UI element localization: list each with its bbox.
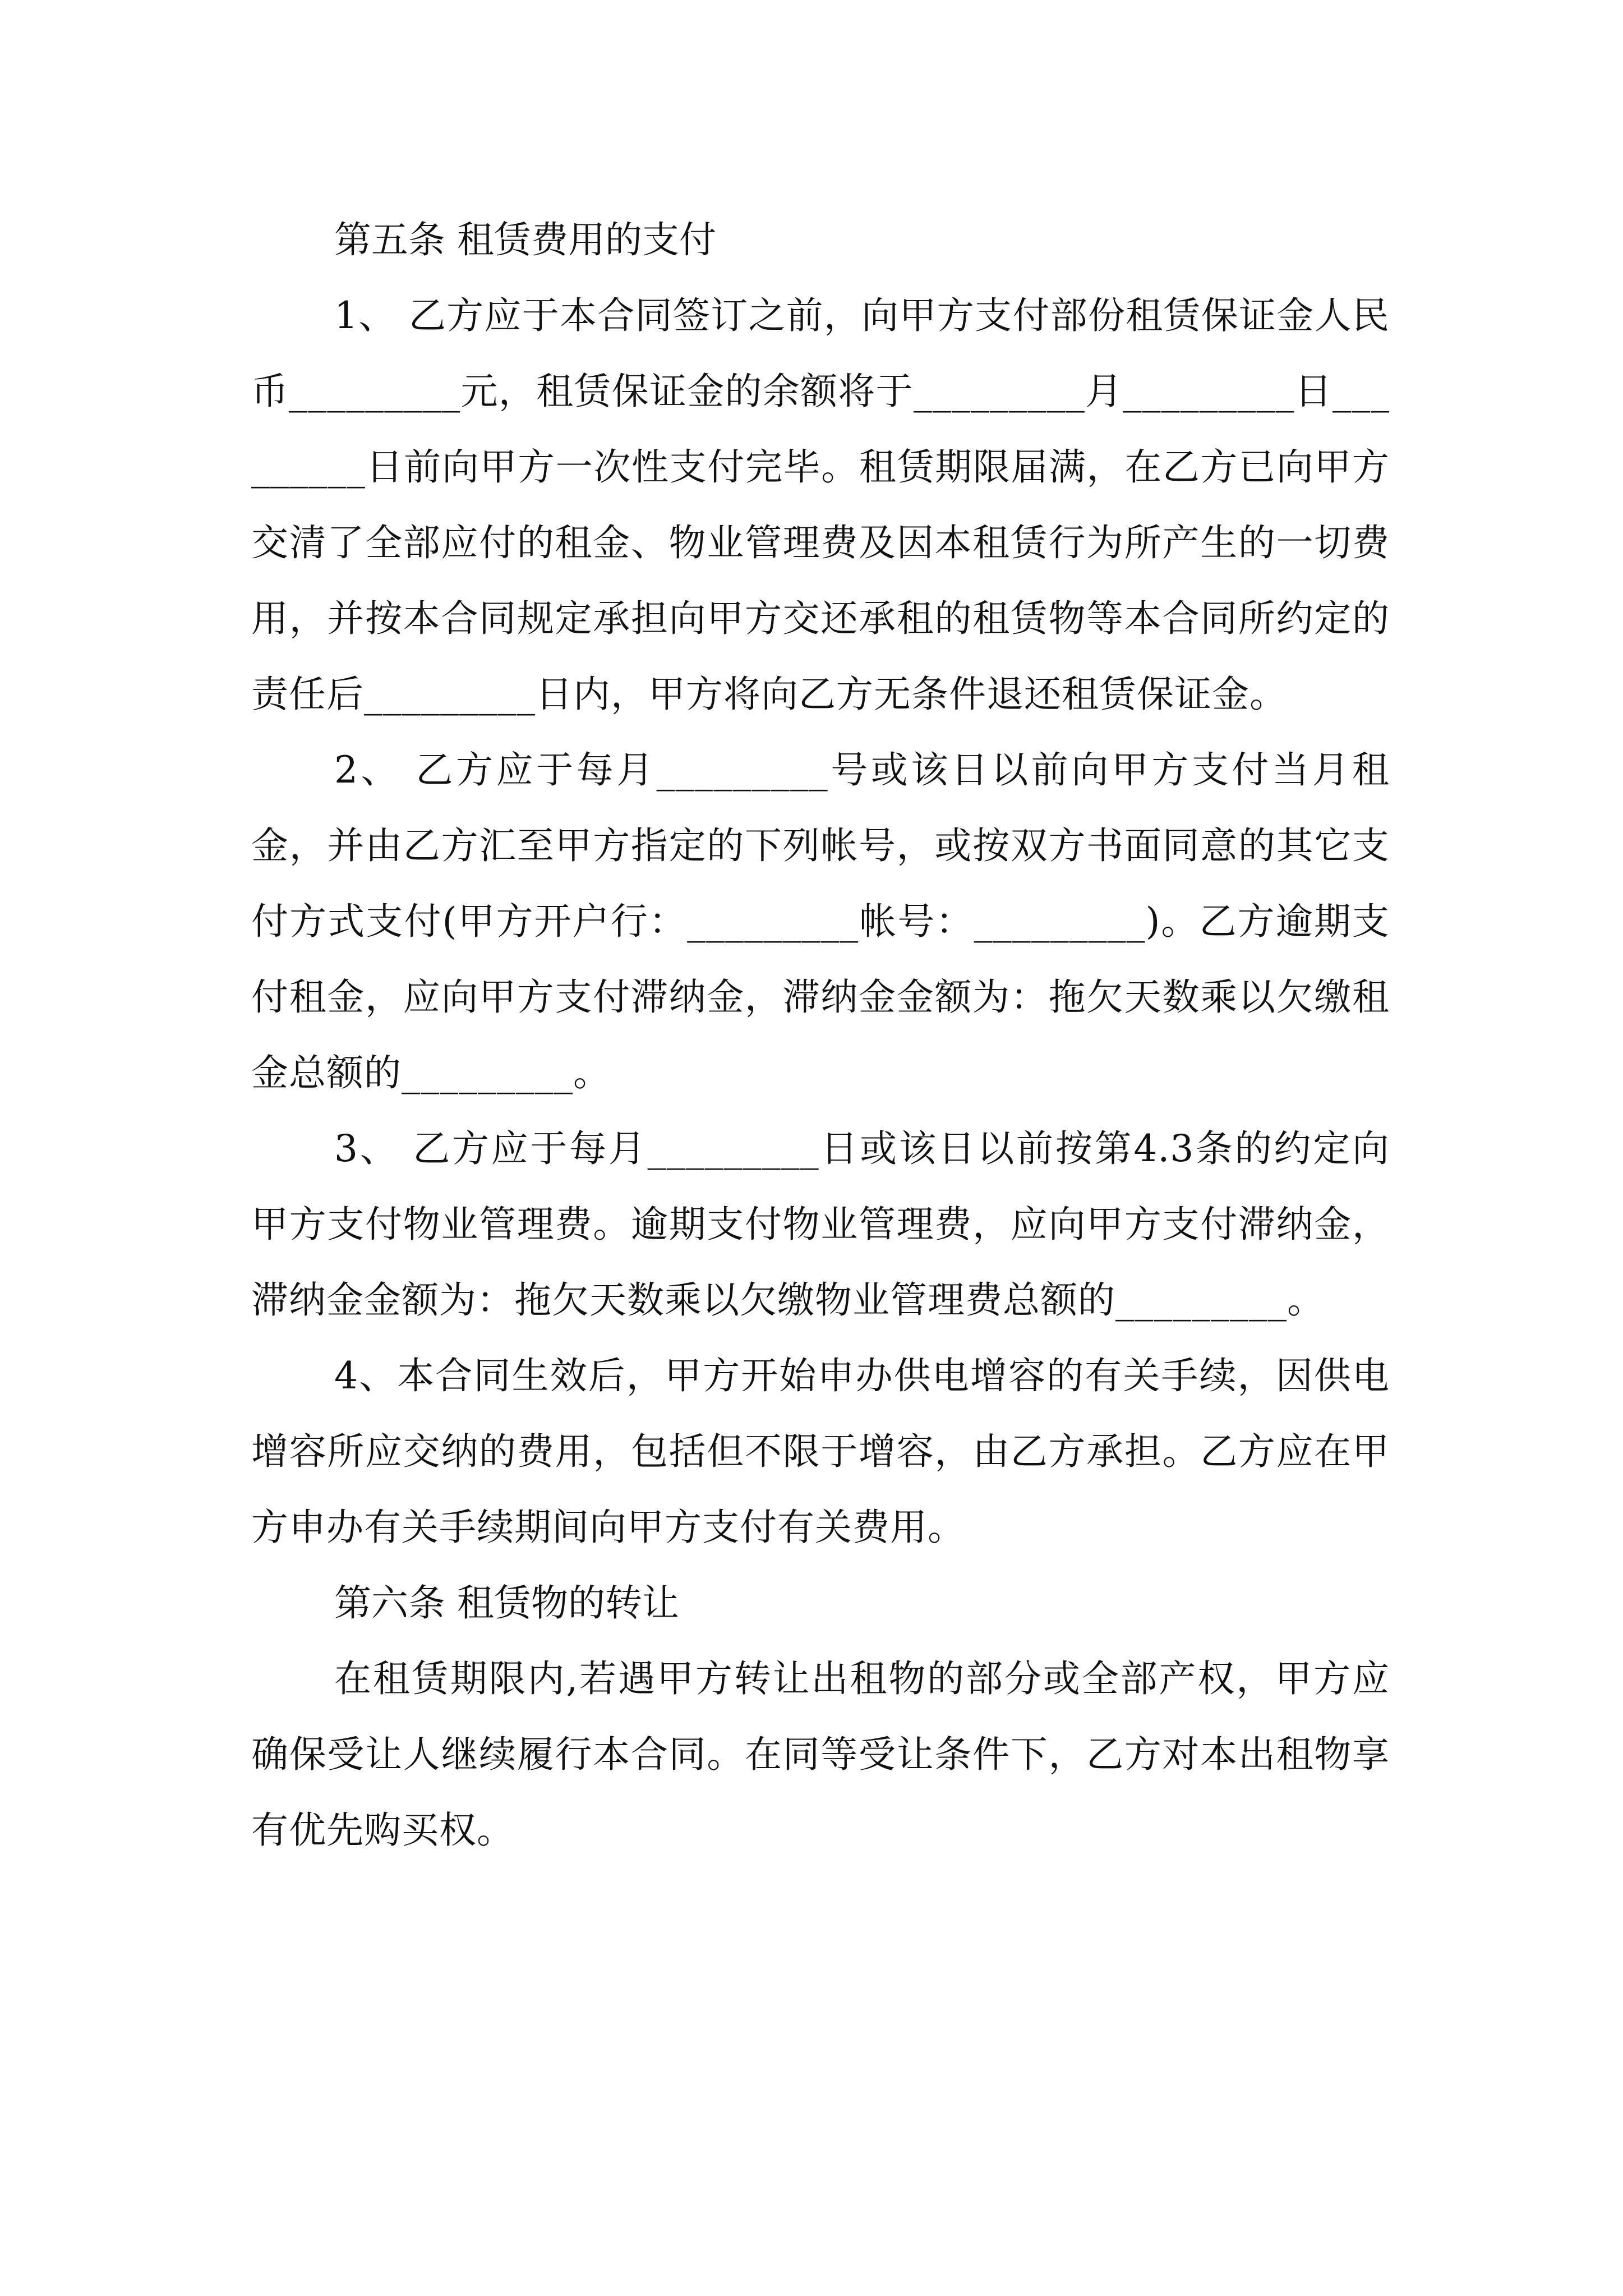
article-5-clause-4: 4、本合同生效后，甲方开始申办供电增容的有关手续，因供电增容所应交纳的费用，包括但不限于增容，由乙方承担。乙方应在甲方申办有关手续期间向甲方支付有关费用。 xyxy=(251,1354,1390,1549)
article-6-heading: 第六条 租赁物的转让 xyxy=(334,1581,679,1625)
article-5-clause-2: 2、 乙方应于每月_________号或该日以前向甲方支付当月租金，并由乙方汇至甲方指定的下列帐号，或按双方书面同意的其它支付方式支付(甲方开户行：_________帐号：_________)。乙方逾期支付租金，应向甲方支付滞纳金，滞纳金金额为：拖欠天数乘以欠缴租金总额的_________。 xyxy=(251,748,1390,1094)
article-6-paragraph: 在租赁期限内,若遇甲方转让出租物的部分或全部产权，甲方应确保受让人继续履行本合同。在同等受让条件下，乙方对本出租物享有优先购买权。 xyxy=(251,1657,1390,1852)
article-5-clause-3: 3、 乙方应于每月_________日或该日以前按第4.3条的约定向甲方支付物业管理费。逾期支付物业管理费，应向甲方支付滞纳金，滞纳金金额为：拖欠天数乘以欠缴物业管理费总额的_________。 xyxy=(251,1127,1390,1322)
document-page xyxy=(251,202,1390,1868)
article-5-heading: 第五条 租赁费用的支付 xyxy=(334,218,716,261)
article-5-clause-1: 1、 乙方应于本合同签订之前，向甲方支付部份租赁保证金人民币_________元，租赁保证金的余额将于_________月_________日_________日前向甲方一次性支付完毕。租赁期限届满，在乙方已向甲方交清了全部应付的租金、物业管理费及因本租赁行为所产生的一切费用，并按本合同规定承担向甲方交还承租的租赁物等本合同所约定的责任后_________日内，甲方将向乙方无条件退还租赁保证金。 xyxy=(251,294,1390,716)
